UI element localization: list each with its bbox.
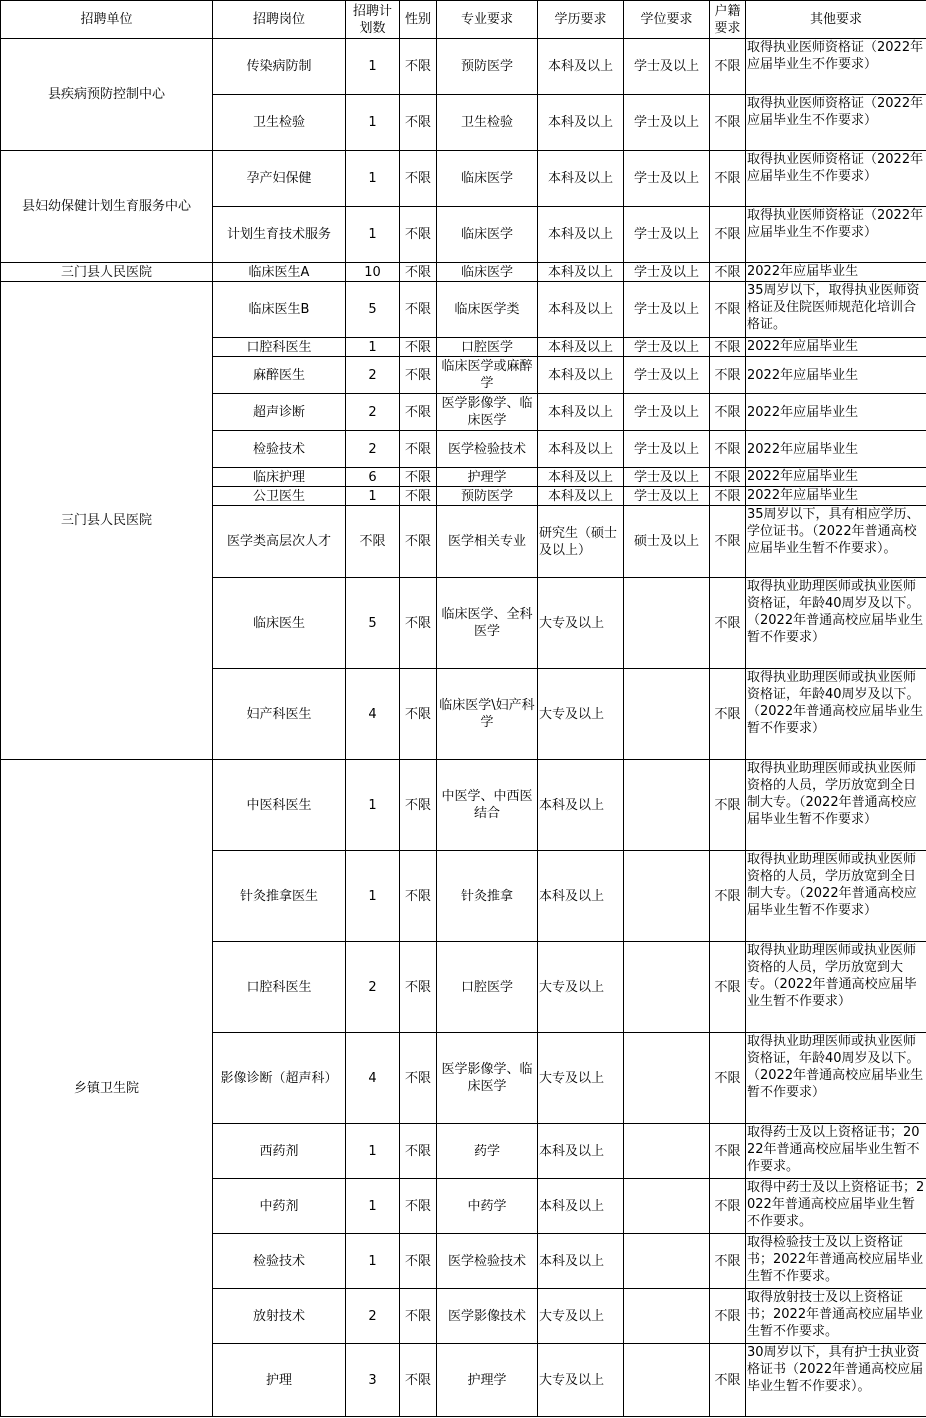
other-cell: 取得执业助理医师或执业医师资格证，年龄40周岁及以下。（2022年普通高校应届毕业生暂不作要求） <box>746 669 926 760</box>
major-cell: 临床医学 <box>437 263 538 282</box>
household-cell: 不限 <box>710 95 746 151</box>
other-cell: 取得执业助理医师或执业医师资格的人员，学历放宽到全日制大专。（2022年普通高校应届毕业生暂不作要求） <box>746 851 926 942</box>
degree-cell <box>624 851 710 942</box>
household-cell: 不限 <box>710 1344 746 1417</box>
household-cell: 不限 <box>710 578 746 669</box>
major-cell: 医学影像学、临床医学 <box>437 1033 538 1124</box>
gender-cell: 不限 <box>400 1234 437 1289</box>
gender-cell: 不限 <box>400 851 437 942</box>
other-cell: 取得执业助理医师或执业医师资格证，年龄40周岁及以下。（2022年普通高校应届毕业生暂不作要求） <box>746 1033 926 1124</box>
degree-cell: 学士及以上 <box>624 95 710 151</box>
header-other: 其他要求 <box>746 1 926 39</box>
position-cell: 妇产科医生 <box>213 669 346 760</box>
major-cell: 医学相关专业 <box>437 506 538 578</box>
household-cell: 不限 <box>710 207 746 263</box>
header-count: 招聘计划数 <box>346 1 400 39</box>
education-cell: 本科及以上 <box>538 207 624 263</box>
count-cell: 1 <box>346 151 400 207</box>
gender-cell: 不限 <box>400 942 437 1033</box>
gender-cell: 不限 <box>400 1344 437 1417</box>
unit-cell: 县疾病预防控制中心 <box>1 39 213 151</box>
header-degree: 学位要求 <box>624 1 710 39</box>
count-cell: 1 <box>346 95 400 151</box>
other-cell: 取得执业医师资格证（2022年应届毕业生不作要求） <box>746 95 926 151</box>
header-unit: 招聘单位 <box>1 1 213 39</box>
household-cell: 不限 <box>710 282 746 338</box>
household-cell: 不限 <box>710 1033 746 1124</box>
degree-cell <box>624 1234 710 1289</box>
position-cell: 影像诊断（超声科） <box>213 1033 346 1124</box>
other-cell: 35周岁以下，具有相应学历、学位证书。（2022年普通高校应届毕业生暂不作要求）。 <box>746 506 926 578</box>
education-cell: 本科及以上 <box>538 338 624 357</box>
major-cell: 临床医学\妇产科学 <box>437 669 538 760</box>
major-cell: 口腔医学 <box>437 338 538 357</box>
gender-cell: 不限 <box>400 1033 437 1124</box>
gender-cell: 不限 <box>400 578 437 669</box>
education-cell: 本科及以上 <box>538 487 624 506</box>
position-cell: 中医科医生 <box>213 760 346 851</box>
other-cell: 30周岁以下，具有护士执业资格证书（2022年普通高校应届毕业生暂不作要求）。 <box>746 1344 926 1417</box>
major-cell: 医学影像学、临床医学 <box>437 394 538 431</box>
degree-cell: 学士及以上 <box>624 394 710 431</box>
education-cell: 本科及以上 <box>538 1124 624 1179</box>
position-cell: 西药剂 <box>213 1124 346 1179</box>
degree-cell: 学士及以上 <box>624 487 710 506</box>
table-row <box>1 39 926 95</box>
gender-cell: 不限 <box>400 468 437 487</box>
education-cell: 大专及以上 <box>538 942 624 1033</box>
other-cell: 35周岁以下，取得执业医师资格证及住院医师规范化培训合格证。 <box>746 282 926 338</box>
major-cell: 临床医学 <box>437 151 538 207</box>
position-cell: 传染病防制 <box>213 39 346 95</box>
count-cell: 2 <box>346 1289 400 1344</box>
other-cell: 2022年应届毕业生 <box>746 263 926 282</box>
degree-cell <box>624 1289 710 1344</box>
position-cell: 放射技术 <box>213 1289 346 1344</box>
position-cell: 孕产妇保健 <box>213 151 346 207</box>
household-cell: 不限 <box>710 760 746 851</box>
education-cell: 大专及以上 <box>538 1344 624 1417</box>
unit-cell: 县妇幼保健计划生育服务中心 <box>1 151 213 263</box>
count-cell: 1 <box>346 1234 400 1289</box>
gender-cell: 不限 <box>400 1179 437 1234</box>
degree-cell <box>624 1124 710 1179</box>
other-cell: 取得执业医师资格证（2022年应届毕业生不作要求） <box>746 207 926 263</box>
household-cell: 不限 <box>710 263 746 282</box>
degree-cell: 学士及以上 <box>624 357 710 394</box>
gender-cell: 不限 <box>400 487 437 506</box>
household-cell: 不限 <box>710 487 746 506</box>
major-cell: 临床医学、全科医学 <box>437 578 538 669</box>
count-cell: 1 <box>346 39 400 95</box>
degree-cell <box>624 1179 710 1234</box>
gender-cell: 不限 <box>400 39 437 95</box>
degree-cell: 学士及以上 <box>624 263 710 282</box>
header-position: 招聘岗位 <box>213 1 346 39</box>
gender-cell: 不限 <box>400 760 437 851</box>
major-cell: 口腔医学 <box>437 942 538 1033</box>
education-cell: 研究生（硕士及以上） <box>538 506 624 578</box>
household-cell: 不限 <box>710 431 746 468</box>
household-cell: 不限 <box>710 394 746 431</box>
other-cell: 取得检验技士及以上资格证书；2022年普通高校应届毕业生暂不作要求。 <box>746 1234 926 1289</box>
count-cell: 4 <box>346 669 400 760</box>
position-cell: 针灸推拿医生 <box>213 851 346 942</box>
other-cell: 2022年应届毕业生 <box>746 338 926 357</box>
position-cell: 超声诊断 <box>213 394 346 431</box>
household-cell: 不限 <box>710 942 746 1033</box>
position-cell: 麻醉医生 <box>213 357 346 394</box>
household-cell: 不限 <box>710 669 746 760</box>
education-cell: 本科及以上 <box>538 39 624 95</box>
household-cell: 不限 <box>710 1179 746 1234</box>
education-cell: 本科及以上 <box>538 851 624 942</box>
major-cell: 医学检验技术 <box>437 1234 538 1289</box>
count-cell: 10 <box>346 263 400 282</box>
degree-cell <box>624 1344 710 1417</box>
degree-cell: 学士及以上 <box>624 39 710 95</box>
degree-cell <box>624 669 710 760</box>
unit-cell: 乡镇卫生院 <box>1 760 213 1417</box>
other-cell: 取得执业医师资格证（2022年应届毕业生不作要求） <box>746 39 926 95</box>
other-cell: 取得执业助理医师或执业医师资格的人员，学历放宽到大专。（2022年普通高校应届毕业生暂不作要求） <box>746 942 926 1033</box>
count-cell: 4 <box>346 1033 400 1124</box>
gender-cell: 不限 <box>400 506 437 578</box>
other-cell: 2022年应届毕业生 <box>746 468 926 487</box>
gender-cell: 不限 <box>400 669 437 760</box>
gender-cell: 不限 <box>400 1124 437 1179</box>
education-cell: 本科及以上 <box>538 760 624 851</box>
degree-cell <box>624 578 710 669</box>
gender-cell: 不限 <box>400 151 437 207</box>
major-cell: 药学 <box>437 1124 538 1179</box>
count-cell: 6 <box>346 468 400 487</box>
gender-cell: 不限 <box>400 95 437 151</box>
education-cell: 大专及以上 <box>538 669 624 760</box>
table-row <box>1 760 926 851</box>
gender-cell: 不限 <box>400 357 437 394</box>
position-cell: 临床护理 <box>213 468 346 487</box>
count-cell: 不限 <box>346 506 400 578</box>
position-cell: 临床医生B <box>213 282 346 338</box>
count-cell: 2 <box>346 431 400 468</box>
education-cell: 本科及以上 <box>538 282 624 338</box>
position-cell: 公卫医生 <box>213 487 346 506</box>
count-cell: 5 <box>346 578 400 669</box>
count-cell: 1 <box>346 207 400 263</box>
position-cell: 临床医生A <box>213 263 346 282</box>
position-cell: 卫生检验 <box>213 95 346 151</box>
count-cell: 1 <box>346 338 400 357</box>
education-cell: 本科及以上 <box>538 394 624 431</box>
count-cell: 2 <box>346 942 400 1033</box>
degree-cell <box>624 760 710 851</box>
household-cell: 不限 <box>710 1289 746 1344</box>
position-cell: 护理 <box>213 1344 346 1417</box>
count-cell: 2 <box>346 357 400 394</box>
degree-cell: 学士及以上 <box>624 151 710 207</box>
count-cell: 1 <box>346 487 400 506</box>
count-cell: 1 <box>346 1124 400 1179</box>
count-cell: 3 <box>346 1344 400 1417</box>
education-cell: 大专及以上 <box>538 578 624 669</box>
other-cell: 取得中药士及以上资格证书；2022年普通高校应届毕业生暂不作要求。 <box>746 1179 926 1234</box>
education-cell: 大专及以上 <box>538 1289 624 1344</box>
count-cell: 5 <box>346 282 400 338</box>
education-cell: 本科及以上 <box>538 357 624 394</box>
degree-cell <box>624 1033 710 1124</box>
header-major: 专业要求 <box>437 1 538 39</box>
education-cell: 本科及以上 <box>538 431 624 468</box>
household-cell: 不限 <box>710 151 746 207</box>
degree-cell <box>624 942 710 1033</box>
major-cell: 护理学 <box>437 1344 538 1417</box>
unit-cell: 三门县人民医院 <box>1 282 213 760</box>
position-cell: 检验技术 <box>213 1234 346 1289</box>
major-cell: 中药学 <box>437 1179 538 1234</box>
major-cell: 医学影像技术 <box>437 1289 538 1344</box>
major-cell: 临床医学或麻醉学 <box>437 357 538 394</box>
gender-cell: 不限 <box>400 263 437 282</box>
household-cell: 不限 <box>710 357 746 394</box>
major-cell: 针灸推拿 <box>437 851 538 942</box>
gender-cell: 不限 <box>400 1289 437 1344</box>
household-cell: 不限 <box>710 39 746 95</box>
household-cell: 不限 <box>710 338 746 357</box>
gender-cell: 不限 <box>400 282 437 338</box>
gender-cell: 不限 <box>400 338 437 357</box>
position-cell: 口腔科医生 <box>213 338 346 357</box>
major-cell: 中医学、中西医结合 <box>437 760 538 851</box>
gender-cell: 不限 <box>400 394 437 431</box>
other-cell: 取得执业助理医师或执业医师资格证，年龄40周岁及以下。（2022年普通高校应届毕业生暂不作要求） <box>746 578 926 669</box>
other-cell: 2022年应届毕业生 <box>746 394 926 431</box>
education-cell: 大专及以上 <box>538 1033 624 1124</box>
header-row <box>1 1 926 39</box>
position-cell: 计划生育技术服务 <box>213 207 346 263</box>
count-cell: 1 <box>346 760 400 851</box>
major-cell: 护理学 <box>437 468 538 487</box>
position-cell: 临床医生 <box>213 578 346 669</box>
header-household: 户籍要求 <box>710 1 746 39</box>
education-cell: 本科及以上 <box>538 468 624 487</box>
major-cell: 预防医学 <box>437 39 538 95</box>
major-cell: 预防医学 <box>437 487 538 506</box>
other-cell: 取得放射技士及以上资格证书；2022年普通高校应届毕业生暂不作要求。 <box>746 1289 926 1344</box>
degree-cell: 学士及以上 <box>624 468 710 487</box>
education-cell: 本科及以上 <box>538 1234 624 1289</box>
other-cell: 取得执业医师资格证（2022年应届毕业生不作要求） <box>746 151 926 207</box>
household-cell: 不限 <box>710 851 746 942</box>
table-row <box>1 282 926 338</box>
degree-cell: 学士及以上 <box>624 431 710 468</box>
household-cell: 不限 <box>710 468 746 487</box>
gender-cell: 不限 <box>400 431 437 468</box>
position-cell: 医学类高层次人才 <box>213 506 346 578</box>
position-cell: 检验技术 <box>213 431 346 468</box>
degree-cell: 硕士及以上 <box>624 506 710 578</box>
household-cell: 不限 <box>710 1124 746 1179</box>
major-cell: 临床医学类 <box>437 282 538 338</box>
other-cell: 取得执业助理医师或执业医师资格的人员，学历放宽到全日制大专。（2022年普通高校应届毕业生暂不作要求） <box>746 760 926 851</box>
count-cell: 2 <box>346 394 400 431</box>
major-cell: 卫生检验 <box>437 95 538 151</box>
gender-cell: 不限 <box>400 207 437 263</box>
other-cell: 2022年应届毕业生 <box>746 357 926 394</box>
household-cell: 不限 <box>710 1234 746 1289</box>
education-cell: 本科及以上 <box>538 263 624 282</box>
other-cell: 2022年应届毕业生 <box>746 431 926 468</box>
major-cell: 医学检验技术 <box>437 431 538 468</box>
degree-cell: 学士及以上 <box>624 207 710 263</box>
degree-cell: 学士及以上 <box>624 282 710 338</box>
table-row <box>1 151 926 207</box>
education-cell: 本科及以上 <box>538 95 624 151</box>
major-cell: 临床医学 <box>437 207 538 263</box>
degree-cell: 学士及以上 <box>624 338 710 357</box>
other-cell: 取得药士及以上资格证书；2022年普通高校应届毕业生暂不作要求。 <box>746 1124 926 1179</box>
position-cell: 口腔科医生 <box>213 942 346 1033</box>
household-cell: 不限 <box>710 506 746 578</box>
position-cell: 中药剂 <box>213 1179 346 1234</box>
education-cell: 本科及以上 <box>538 1179 624 1234</box>
header-gender: 性别 <box>400 1 437 39</box>
education-cell: 本科及以上 <box>538 151 624 207</box>
other-cell: 2022年应届毕业生 <box>746 487 926 506</box>
table-row <box>1 263 926 282</box>
count-cell: 1 <box>346 851 400 942</box>
count-cell: 1 <box>346 1179 400 1234</box>
unit-cell: 三门县人民医院 <box>1 263 213 282</box>
header-education: 学历要求 <box>538 1 624 39</box>
